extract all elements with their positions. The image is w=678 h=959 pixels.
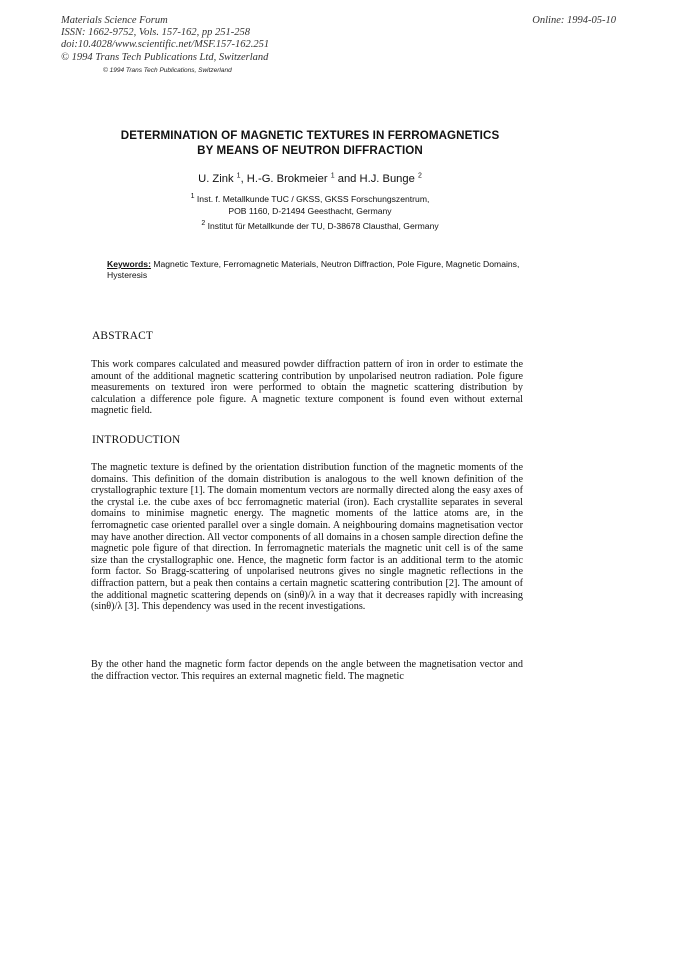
affiliation-2 <box>120 221 520 233</box>
author-name: U. Zink <box>198 173 234 185</box>
affiliation-mark: 1 <box>190 193 195 201</box>
keywords-block <box>107 259 527 280</box>
affiliation-line: POB 1160, D-21494 Geesthacht, Germany <box>228 205 392 216</box>
journal-header <box>61 15 269 64</box>
doi-line: doi:10.4028/www.scientific.net/MSF.157-162.251 <box>61 39 270 51</box>
introduction-text-2 <box>91 659 523 682</box>
author-separator: and <box>334 173 360 185</box>
author-affiliation-mark: 2 <box>417 172 422 180</box>
author-affiliation-mark: 1 <box>236 172 241 180</box>
author-name: H.-G. Brokmeier <box>246 173 328 185</box>
introduction-heading: INTRODUCTION <box>92 434 181 446</box>
author-name: H.J. Bunge <box>359 173 415 185</box>
copyright-line: © 1994 Trans Tech Publications Ltd, Switzerland <box>61 51 269 63</box>
keywords-label: Keywords: <box>107 259 151 269</box>
title-line-2: BY MEANS OF NEUTRON DIFFRACTION <box>197 144 423 157</box>
introduction-paragraph: The magnetic texture is defined by the orientation distribution function of the magnetic moments of the domains. This definition of the domain distribution is analogous to the well known definition of the crystallographic texture [1]. The domain momentum vectors are normally directed along the easy axes of the crystal i.e. the cube axes of bcc ferromagnetic material (iron). Each crystallite separates in several domains to minimise magnetic energy. The magnetic moments of the lattice atoms are, in the ferromagnetic case oriented parallel over a single domain. A neighbouring domains magnetisation vector may have another direction. All vector components of all domains in a chosen sample direction define the magnetic pole figure of that direction. In ferromagnetic materials the magnetic unit cell is of the same size than the crystallographic one. Hence, the magnetic form factor is an additional term to the atomic form factor. So Bragg-scattering of unpolarised neutrons gives no single magnetic reflections in the diffraction pattern, but a peak then contains a certain magnetic scattering contribution [2]. The amount of the additional magnetic scattering depends on (sinθ)/λ in a way that it decreases rapidly with increasing (sinθ)/λ [3]. This dependency was used in the recent investigations. <box>91 462 523 613</box>
affiliation-mark: 2 <box>201 220 206 228</box>
affiliation-1 <box>120 194 500 217</box>
abstract-paragraph: This work compares calculated and measured powder diffraction pattern of iron in order to estimate the amount of the additional magnetic scattering contribution by unpolarised neutron radiation. Pole figure measurements on textured iron were performed to obtain the magnetic scattering distribution by calculation a difference pole figure. A magnetic texture component is found even without external magnetic field. <box>91 359 523 417</box>
journal-name: Materials Science Forum <box>61 15 168 26</box>
paper-title <box>80 128 540 158</box>
author-list <box>80 172 540 186</box>
keywords-text: Magnetic Texture, Ferromagnetic Materials, Neutron Diffraction, Pole Figure, Magnetic Domains, Hysteresis <box>107 259 520 280</box>
abstract-heading: ABSTRACT <box>92 330 154 342</box>
abstract-text <box>91 359 523 417</box>
introduction-paragraph: By the other hand the magnetic form factor depends on the angle between the magnetisation vector and the diffraction vector. This requires an external magnetic field. The magnetic <box>91 659 523 682</box>
introduction-text <box>91 462 523 613</box>
issn-line: ISSN: 1662-9752, Vols. 157-162, pp 251-258 <box>61 27 250 39</box>
affiliation-line: Inst. f. Metallkunde TUC / GKSS, GKSS Forschungszentrum, <box>196 194 430 204</box>
affiliation-line: Institut für Metallkunde der TU, D-38678 Clausthal, Germany <box>207 221 439 231</box>
copyright-stamp: © 1994 Trans Tech Publications, Switzerland <box>103 67 232 74</box>
title-line-1: DETERMINATION OF MAGNETIC TEXTURES IN FERROMAGNETICS <box>120 129 500 142</box>
author-separator: , <box>240 173 247 185</box>
online-date: Online: 1994-05-10 <box>532 15 616 26</box>
author-affiliation-mark: 1 <box>330 172 335 180</box>
